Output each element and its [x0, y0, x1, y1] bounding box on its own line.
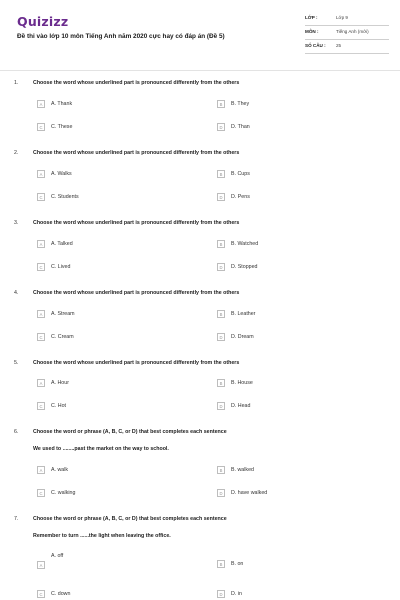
- option-letter-box: B: [217, 310, 225, 318]
- question-number: 7.: [14, 516, 19, 522]
- option-text: D. Dream: [231, 334, 254, 340]
- option-text: D. Head: [231, 403, 251, 409]
- option-letter-box: D: [217, 193, 225, 201]
- page-title: Đề thi vào lớp 10 môn Tiếng Anh năm 2020 cực hay có đáp án (Đề 5): [17, 33, 225, 40]
- question-prompt: Choose the word or phrase (A, B, C, or D) that best completes each sentence: [33, 516, 227, 522]
- option-letter-box: D: [217, 333, 225, 341]
- question-prompt: Choose the word whose underlined part is pronounced differently from the others: [33, 80, 240, 86]
- option-letter-box: C: [37, 590, 45, 598]
- option-letter-box: C: [37, 489, 45, 497]
- option-text: A. Hour: [51, 380, 69, 386]
- option-text: A. walk: [51, 467, 69, 473]
- option-letter-box: A: [37, 240, 45, 248]
- meta-row-grade: [305, 12, 389, 26]
- option-letter-box: B: [217, 466, 225, 474]
- option-text: C. walking: [51, 490, 76, 496]
- option-text: D. in: [231, 591, 242, 597]
- question-sentence: Remember to turn ......the light when leaving the office.: [33, 533, 171, 539]
- meta-label: SỐ CÂU :: [305, 43, 326, 48]
- option-letter-box: C: [37, 123, 45, 131]
- option-text: A. Thank: [51, 101, 73, 107]
- option-text: A. Stream: [51, 311, 75, 317]
- option-letter-box: B: [217, 170, 225, 178]
- option-text: B. House: [231, 380, 253, 386]
- question-prompt: Choose the word whose underlined part is pronounced differently from the others: [33, 220, 240, 226]
- option-letter-box: B: [217, 240, 225, 248]
- option-text: B. Leather: [231, 311, 256, 317]
- meta-table: [305, 12, 389, 54]
- option-text: C. Cream: [51, 334, 74, 340]
- option-text: B. walked: [231, 467, 254, 473]
- question-number: 3.: [14, 220, 19, 226]
- option-text: C. These: [51, 124, 73, 130]
- option-letter-box: B: [217, 560, 225, 568]
- option-text: B. Watched: [231, 241, 259, 247]
- meta-value: Tiếng Anh (mới): [336, 29, 369, 34]
- option-text: A. off: [51, 553, 64, 559]
- meta-row-question-count: [305, 40, 389, 54]
- option-letter-box: B: [217, 379, 225, 387]
- option-letter-box: A: [37, 310, 45, 318]
- meta-value: Lớp 9: [336, 15, 348, 20]
- question-prompt: Choose the word or phrase (A, B, C, or D) that best completes each sentence: [33, 429, 227, 435]
- option-letter-box: D: [217, 263, 225, 271]
- quizizz-logo: Quizizz: [17, 14, 69, 29]
- meta-label: MÔN :: [305, 29, 319, 34]
- option-text: B. Cups: [231, 171, 250, 177]
- option-text: C. Students: [51, 194, 79, 200]
- question-number: 4.: [14, 290, 19, 296]
- meta-label: LỚP :: [305, 15, 318, 20]
- option-letter-box: B: [217, 100, 225, 108]
- question-number: 5.: [14, 360, 19, 366]
- meta-value: 25: [336, 43, 342, 48]
- option-letter-box: D: [217, 123, 225, 131]
- option-letter-box: C: [37, 402, 45, 410]
- question-prompt: Choose the word whose underlined part is pronounced differently from the others: [33, 290, 240, 296]
- option-letter-box: A: [37, 100, 45, 108]
- option-letter-box: C: [37, 263, 45, 271]
- question-number: 6.: [14, 429, 19, 435]
- option-text: C. down: [51, 591, 71, 597]
- option-text: B. on: [231, 561, 244, 567]
- question-prompt: Choose the word whose underlined part is pronounced differently from the others: [33, 360, 240, 366]
- option-text: D. have walked: [231, 490, 268, 496]
- option-letter-box: D: [217, 489, 225, 497]
- option-letter-box: D: [217, 590, 225, 598]
- option-text: B. They: [231, 101, 250, 107]
- question-sentence: We used to ........past the market on the way to school.: [33, 446, 169, 452]
- option-text: A. Talked: [51, 241, 73, 247]
- option-text: A. Walks: [51, 171, 72, 177]
- option-text: D. Stopped: [231, 264, 258, 270]
- option-text: C. Hot: [51, 403, 67, 409]
- option-letter-box: A: [37, 466, 45, 474]
- worksheet-header: [0, 0, 400, 64]
- meta-row-subject: [305, 26, 389, 40]
- question-prompt: Choose the word whose underlined part is pronounced differently from the others: [33, 150, 240, 156]
- option-letter-box: C: [37, 193, 45, 201]
- question-number: 2.: [14, 150, 19, 156]
- option-letter-box: A: [37, 561, 45, 569]
- option-letter-box: C: [37, 333, 45, 341]
- option-letter-box: A: [37, 170, 45, 178]
- option-text: C. Lived: [51, 264, 71, 270]
- option-letter-box: A: [37, 379, 45, 387]
- option-text: D. Than: [231, 124, 250, 130]
- option-text: D. Pens: [231, 194, 250, 200]
- option-letter-box: D: [217, 402, 225, 410]
- question-number: 1.: [14, 80, 19, 86]
- header-divider: [0, 70, 400, 71]
